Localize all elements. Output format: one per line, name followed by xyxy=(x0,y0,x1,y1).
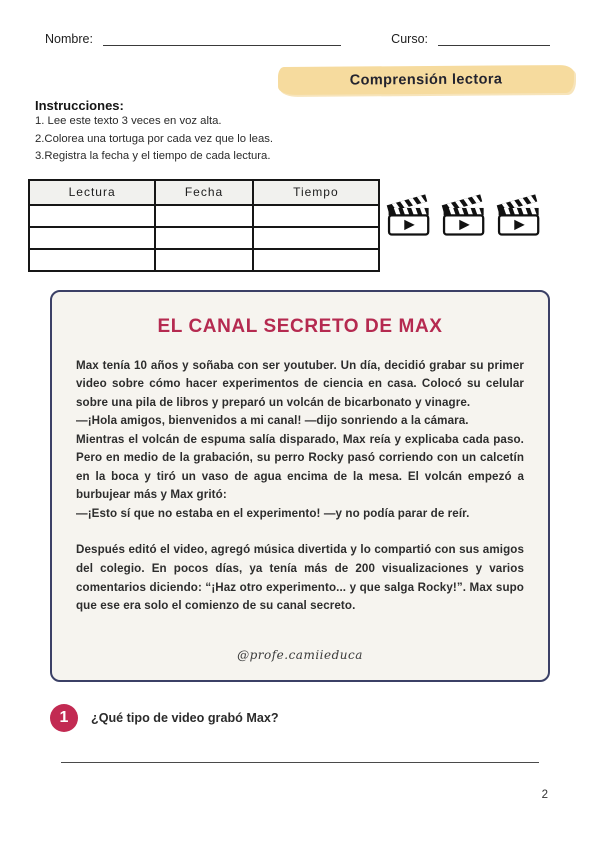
column-header-fecha: Fecha xyxy=(155,180,252,205)
question-text: ¿Qué tipo de video grabó Max? xyxy=(91,710,279,725)
table-cell-empty[interactable] xyxy=(155,249,252,271)
table-cell-empty[interactable] xyxy=(155,205,252,227)
clapperboard-icons-group xyxy=(386,183,543,239)
course-label: Curso: xyxy=(391,32,428,46)
table-row xyxy=(29,249,379,271)
question-number: 1 xyxy=(59,708,69,726)
header-fields xyxy=(0,0,600,46)
table-cell-empty[interactable] xyxy=(155,227,252,249)
story-paragraph-5: Después editó el video, agregó música divertida y lo compartió con sus amigos del colegio. En pocos días, ya tenía más de 200 visualizaciones y varios comentarios diciendo: “¡Haz otro experimento... y que salga Rocky!”. Max supo que ese era solo el comienzo de su canal secreto. xyxy=(76,543,524,613)
name-input-line[interactable] xyxy=(103,32,341,46)
clapperboard-play-icon[interactable] xyxy=(496,183,543,239)
column-header-tiempo: Tiempo xyxy=(253,180,379,205)
page-number: 2 xyxy=(541,789,548,801)
question-number-badge xyxy=(50,704,78,732)
table-row xyxy=(29,205,379,227)
course-field xyxy=(391,32,550,46)
column-header-lectura: Lectura xyxy=(29,180,155,205)
table-cell-empty[interactable] xyxy=(253,249,379,271)
table-cell-empty[interactable] xyxy=(253,227,379,249)
clapperboard-play-icon[interactable] xyxy=(386,183,433,239)
table-row xyxy=(29,227,379,249)
instructions-title: Instrucciones: xyxy=(35,98,124,113)
reading-log-table xyxy=(28,179,380,272)
story-paragraph-1: Max tenía 10 años y soñaba con ser youtuber. Un día, decidió grabar su primer video sobre cómo hacer experimentos de ciencia en casa. Colocó su celular sobre una pila de libros y preparó un volcán de bicarbonato y vinagre. xyxy=(76,358,524,409)
table-cell-empty[interactable] xyxy=(29,227,155,249)
clapperboard-play-icon[interactable] xyxy=(441,183,488,239)
instructions-section xyxy=(35,98,600,166)
story-title: EL CANAL SECRETO DE MAX xyxy=(157,315,443,337)
table-cell-empty[interactable] xyxy=(253,205,379,227)
author-signature: @profe.camiieduca xyxy=(237,647,363,662)
reading-log-section xyxy=(28,179,600,272)
course-input-line[interactable] xyxy=(438,32,550,46)
story-paragraph-2: —¡Hola amigos, bienvenidos a mi canal! —dijo sonriendo a la cámara. xyxy=(76,414,469,428)
name-field xyxy=(45,32,341,46)
instruction-item-1: 1. Lee este texto 3 veces en voz alta. xyxy=(35,115,222,127)
table-header-row xyxy=(29,180,379,205)
name-label: Nombre: xyxy=(45,32,93,46)
topic-banner xyxy=(278,65,574,95)
story-card xyxy=(50,290,550,682)
topic-banner-label: Comprensión lectora xyxy=(349,71,503,89)
story-text xyxy=(76,357,524,616)
table-cell-empty[interactable] xyxy=(29,249,155,271)
story-paragraph-4: —¡Esto sí que no estaba en el experimento! —y no podía parar de reír. xyxy=(76,506,470,520)
instruction-item-2: 2.Colorea una tortuga por cada vez que lo leas. xyxy=(35,132,274,145)
table-cell-empty[interactable] xyxy=(29,205,155,227)
answer-input-line[interactable] xyxy=(61,762,539,763)
story-paragraph-3: Mientras el volcán de espuma salía disparado, Max reía y explicaba cada paso. Pero en medio de la grabación, su perro Rocky pasó corriendo con un calcetín en la boca y tiró un vaso de agua encima de la mesa. El volcán empezó a burbujear más y Max gritó: xyxy=(76,432,524,502)
instruction-item-3: 3.Registra la fecha y el tiempo de cada lectura. xyxy=(35,150,271,162)
question-1 xyxy=(50,704,600,732)
